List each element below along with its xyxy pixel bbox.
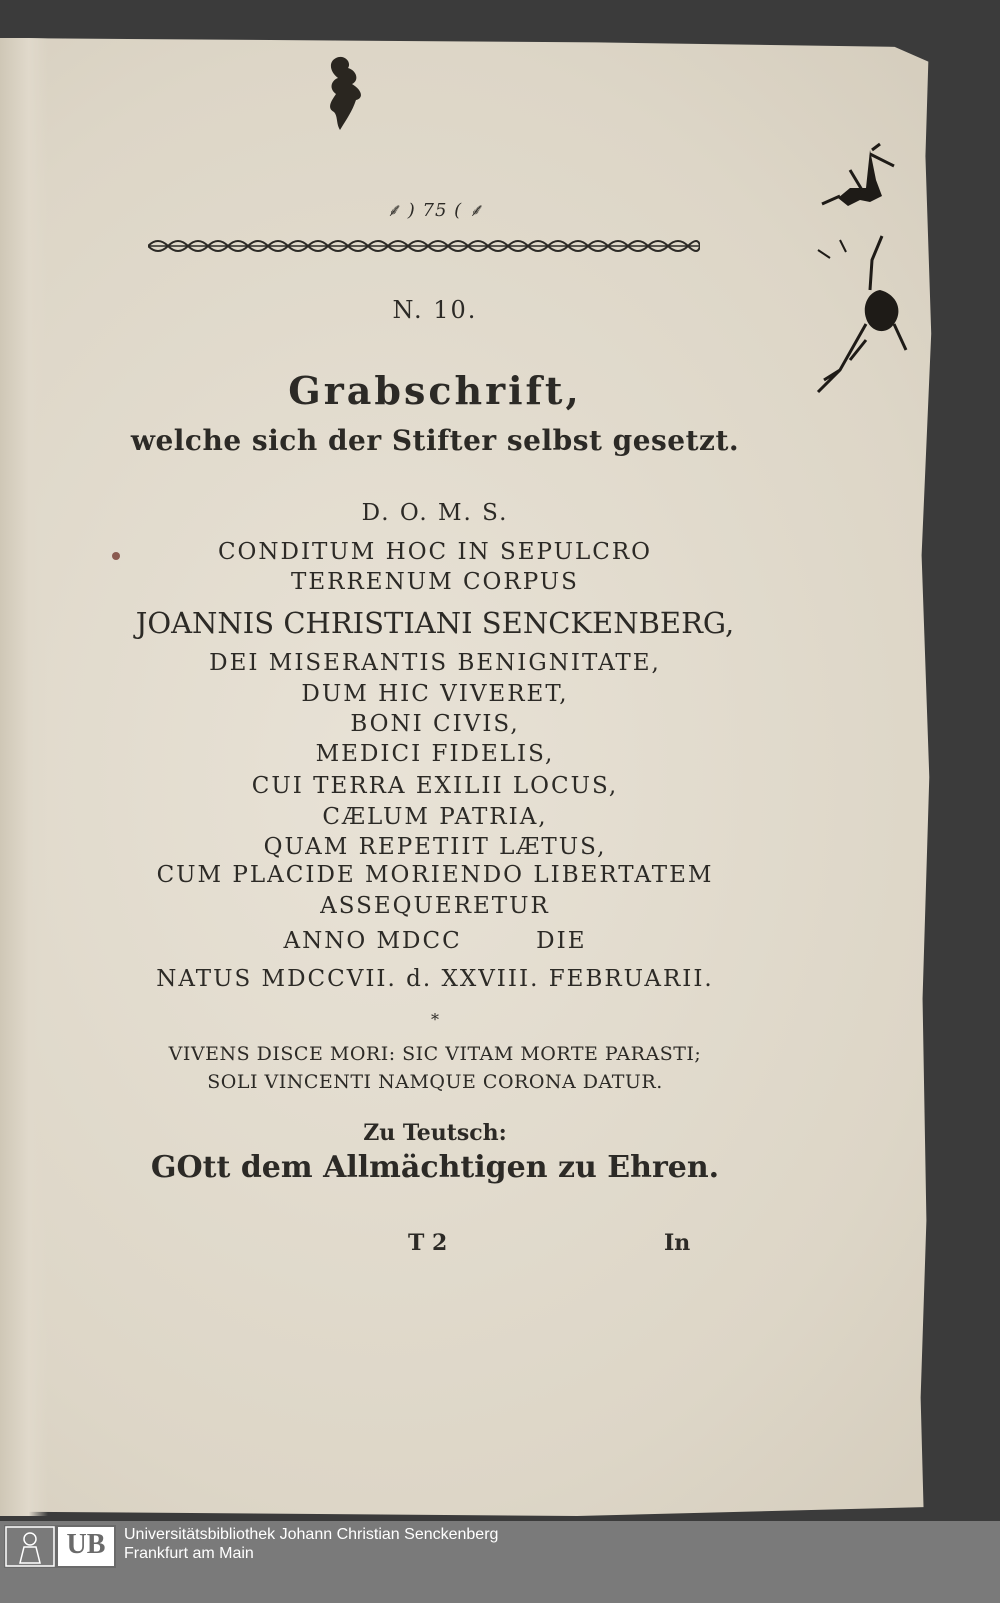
epitaph-line: CÆLUM PATRIA, (322, 804, 548, 830)
verse-line: VIVENS DISCE MORI: SIC VITAM MORTE PARASTI; (168, 1043, 702, 1065)
library-logo-text: UB (66, 1529, 106, 1560)
epitaph-line: TERRENUM CORPUS (291, 569, 579, 595)
epitaph-line: CONDITUM HOC IN SEPULCRO (217, 539, 653, 565)
asterisk-divider: * (431, 1010, 439, 1029)
library-name: Universitätsbibliothek Johann Christian Senckenberg (124, 1526, 499, 1543)
epitaph-line: ANNO MDCC DIE (283, 928, 587, 954)
signature-mark: T 2 (408, 1230, 448, 1256)
epitaph-name: JOANNIS CHRISTIANI SENCKENBERG, (135, 606, 735, 640)
epitaph-line: DUM HIC VIVERET, (301, 681, 569, 707)
epitaph-line: CUI TERRA EXILII LOCUS, (251, 773, 619, 799)
ornamental-rule (148, 234, 700, 258)
page-title: Grabschrift, (288, 368, 582, 413)
epitaph-line: NATUS MDCCVII. d. XXVIII. FEBRUARII. (156, 966, 714, 992)
entry-number: N. 10. (392, 296, 478, 324)
epitaph-line: MEDICI FIDELIS, (315, 741, 555, 767)
epitaph-line: BONI CIVIS, (350, 711, 520, 737)
epitaph-line: QUAM REPETIIT LÆTUS, (263, 834, 607, 860)
catchword: In (664, 1230, 691, 1256)
translation-text: GOtt dem Allmächtigen zu Ehren. (150, 1150, 720, 1185)
verse-line: SOLI VINCENTI NAMQUE CORONA DATUR. (207, 1071, 663, 1093)
translation-label: Zu Teutsch: (363, 1120, 507, 1146)
ink-blot-top (322, 54, 372, 134)
page-subtitle: welche sich der Stifter selbst gesetzt. (130, 424, 740, 457)
epitaph-line: ASSEQUERETUR (320, 893, 550, 919)
epitaph-line: CUM PLACIDE MORIENDO LIBERTATEM (156, 862, 714, 888)
epitaph-line: D. O. M. S. (361, 500, 509, 526)
epitaph-line: DEI MISERANTIS BENIGNITATE, (209, 650, 661, 676)
library-footer-bar (0, 1521, 1000, 1603)
page-header: ⸙ ) 75 ( ⸙ (386, 200, 484, 221)
library-location: Frankfurt am Main (124, 1545, 254, 1562)
